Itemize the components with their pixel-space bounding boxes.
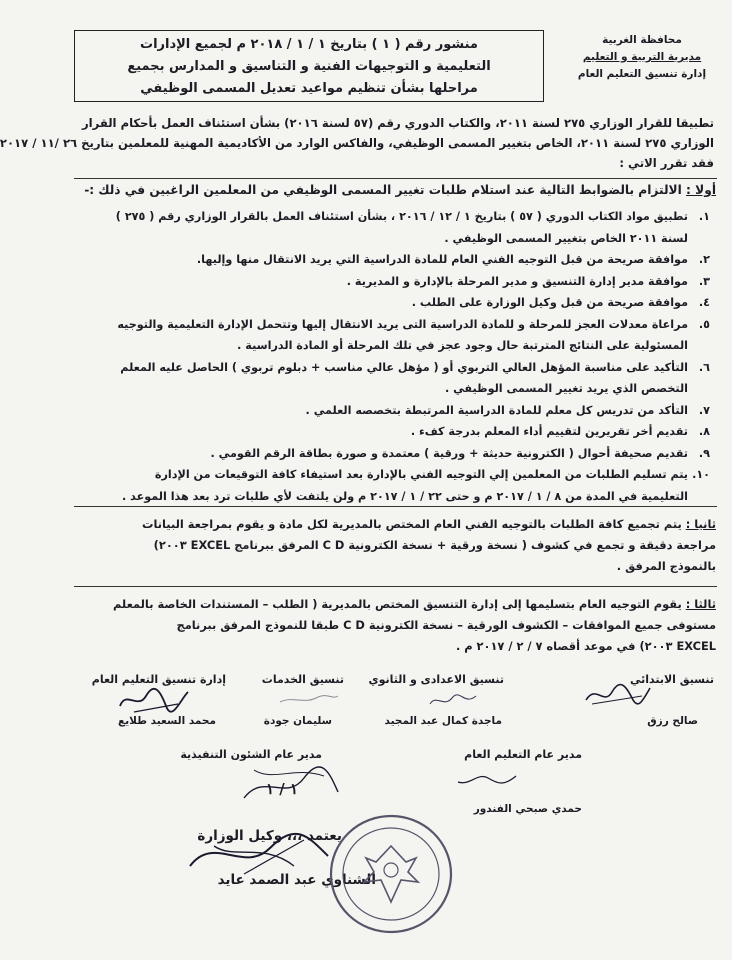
edu-director-title: مدير عام التعليم العام — [464, 748, 582, 761]
section-1-label: أولا : — [686, 183, 716, 197]
primary-coord-title: تنسيق الابتدائي — [629, 673, 714, 686]
section-2-line-2: مراجعة دقيقة و تجمع في كشوف ( نسخة ورقية + نسخة الكترونية C D المرفق ببرنامج EXCEL ٢٠٠٣) — [153, 538, 716, 552]
approval-label: يعتمد ،،، وكيل الوزارة — [197, 828, 342, 844]
prep-coord-title: تنسيق الاعدادى و الثانوي — [368, 673, 504, 686]
list-item: ٨. تقديم أخر تقريرين لتقييم أداء المعلم بدرجة كفء . — [410, 425, 710, 438]
exec-director-title: مدير عام الشئون التنفيذية — [180, 748, 322, 761]
services-coord-name: سليمان جودة — [263, 715, 332, 727]
issuer-header — [572, 32, 712, 83]
general-coord-title: إدارة تنسيق التعليم العام — [91, 673, 226, 686]
list-item: ١. تطبيق مواد الكتاب الدوري ( ٥٧ ) بتاريخ ١ / ١٢ / ٢٠١٦ ، بشأن استئناف العمل بالقرار الوزاري رقم ( ٢٧٥ ) لسنة ٢٠١١ الخاص بتغيير المسمى الوظيفي . — [115, 210, 710, 245]
circular-title-line-2: التعليمية و التوجيهات الفنية و التناسيق و المدارس بجميع — [127, 59, 491, 74]
section-2-label: ثانيا : — [685, 517, 716, 531]
general-signature — [114, 686, 194, 716]
intro-line: فقد تقرر الاتي : — [619, 156, 714, 170]
department: إدارة تنسيق التعليم العام — [577, 68, 707, 80]
intro-paragraph — [0, 113, 714, 173]
section-3 — [56, 594, 716, 657]
edu-director-name: حمدي صبحي الفندور — [473, 803, 582, 815]
section-3-label: ثالثا : — [685, 597, 716, 611]
divider — [74, 178, 717, 179]
section-3-line-1: ثالثا : يقوم التوجيه العام بتسليمها إلى إدارة التنسيق المختص بالمديرية ( الطلب – المستندات الخاصة بالمعلم — [113, 597, 716, 611]
list-item: ٤. موافقة صريحة من قبل وكيل الوزارة على الطلب . — [411, 296, 710, 309]
section-1-heading: الالتزام بالضوابط التالية عند استلام طلبات تغيير المسمى الوظيفي من المعلمين الراغبين في ذلك :- — [84, 183, 682, 197]
section-2-line-3: بالنموذج المرفق . — [616, 559, 716, 573]
conditions-list — [60, 206, 710, 507]
intro-line: الوزاري ٢٧٥ لسنة ٢٠١١، الخاص بتغيير المسمى الوظيفي، والفاكس الوارد من الأكاديمية المهنية للمعلمين بتاريخ ٢٦ /١١ / ٢٠١٧ — [0, 136, 714, 150]
intro-line: تطبيقا للقرار الوزاري ٢٧٥ لسنة ٢٠١١، والكتاب الدوري رقم (٥٧ لسنة ٢٠١٦) بشأن استئناف العمل بأحكام القرار — [82, 116, 714, 130]
official-seal-stamp — [326, 810, 456, 938]
deputy-minister-signature — [184, 826, 334, 882]
section-1-title — [84, 183, 716, 197]
primary-signature — [582, 680, 654, 710]
section-3-line-3: EXCEL ٢٠٠٣) في موعد أقصاه ٧ / ٢ / ٢٠١٧ م . — [455, 639, 716, 653]
prep-signature — [424, 688, 484, 712]
list-item: ١٠. يتم تسليم الطلبات من المعلمين إلي التوجيه الفني بالإدارة بعد استيفاء كافة التوقيعات من الإدارة التعليمية في المدة من ٨ / ١ / ٢٠١٧ م و حتى ٢٢ / ١ / ٢٠١٧ م ولن يلتفت لأي طلبات ترد بعد هذا الموعد . — [122, 468, 710, 503]
circular-title-box — [74, 30, 544, 102]
section-2-line-1: ثانيا : يتم تجميع كافة الطلبات بالتوجيه الفني العام المختص بالمديرية لكل مادة و يقوم بمراجعة البيانات — [142, 517, 716, 531]
prep-coord-name: ماجدة كمال عبد المجيد — [384, 715, 502, 727]
deputy-minister-name: الشناوي عبد الصمد عايد — [217, 872, 376, 888]
exec-director-handwritten-date: ١ / ١ — [266, 780, 299, 798]
list-item: ٦. التأكيد على مناسبة المؤهل العالي التربوي أو ( مؤهل عالي مناسب + دبلوم تربوي ) الحاصل عليه المعلم التخصص الذي يريد تغيير المسمى الوظيفي . — [120, 360, 710, 395]
circular-title-line-1: منشور رقم ( ١ ) بتاريخ ١ / ١ / ٢٠١٨ م لجميع الإدارات — [140, 37, 478, 52]
directorate: مديرية التربية و التعليم — [582, 51, 702, 63]
exec-director-signature — [234, 762, 344, 810]
list-item: ٧. التأكد من تدريس كل معلم للمادة الدراسية المرتبطة بتخصصه العلمي . — [305, 403, 710, 417]
general-coord-name: محمد السعيد طلايع — [118, 715, 216, 727]
list-item: ٩. تقديم صحيفة أحوال ( الكترونية حديثة + ورقية ) معتمدة و صورة بطاقة الرقم القومي . — [210, 446, 710, 460]
list-item: ٣. موافقة مدير إدارة التنسيق و مدير المرحلة بالإدارة و المديرية . — [346, 274, 710, 288]
circular-title-line-3: مراحلها بشأن تنظيم مواعيد تعديل المسمى الوظيفي — [140, 81, 478, 96]
divider — [74, 506, 717, 507]
services-coord-title: تنسيق الخدمات — [261, 673, 344, 686]
services-signature — [274, 688, 344, 710]
edu-director-signature — [454, 766, 524, 792]
governorate: محافظة الغربية — [602, 34, 682, 46]
section-2 — [56, 514, 716, 577]
divider — [74, 586, 717, 587]
primary-coord-name: صالح رزق — [647, 715, 698, 727]
list-item: ٢. موافقة صريحة من قبل التوجيه الفني العام للمادة الدراسية التي يريد الانتقال منها وإليها. — [196, 253, 710, 266]
section-3-line-2: مستوفى جميع الموافقات – الكشوف الورقية – نسخة الكترونية C D طبقا للنموذج المرفق ببرنامج — [176, 618, 716, 632]
list-item: ٥. مراعاة معدلات العجز للمرحلة و للمادة الدراسية التى يريد الانتقال إليها وتتحمل الإدارة التعليمية والتوجيه المسئولية على النتائج المترتبة حال وجود عجز في تلك المرحلة أو المادة الدراسية . — [117, 317, 710, 352]
